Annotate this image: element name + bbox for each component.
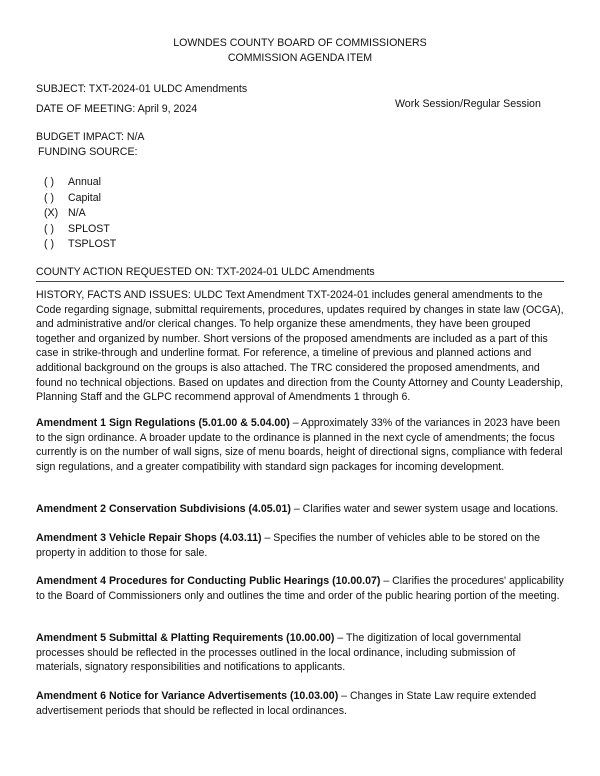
funding-label: Annual bbox=[68, 176, 101, 188]
funding-checkbox: ( ) bbox=[44, 238, 54, 250]
funding-source: FUNDING SOURCE: bbox=[38, 146, 138, 158]
amendment-title: Amendment 4 Procedures for Conducting Public Hearings (10.00.07) bbox=[36, 575, 381, 587]
funding-option bbox=[44, 238, 116, 250]
date-of-meeting: DATE OF MEETING: April 9, 2024 bbox=[36, 103, 198, 115]
amendment-3 bbox=[36, 531, 564, 560]
amendment-text: – Approximately 33% of the variances in 2023 have been to the sign ordinance. A broader update to the ordinance is planned in the next cycle of amendments; the focus currently is on the number of wall signs, size of menu boards, height of directional signs, compliance with federal sign regulations, and a greater compatibility with standard sign packages for incoming development. bbox=[36, 417, 563, 473]
amendment-text: – Clarifies water and sewer system usage and locations. bbox=[290, 503, 559, 515]
funding-checkbox: ( ) bbox=[44, 223, 54, 235]
amendment-title: Amendment 5 Submittal & Platting Requirements (10.00.00) bbox=[36, 632, 335, 644]
amendment-text: – The digitization of local governmental processes should be reflected in the processes outlined in the local ordinance, including submission of materials, signatory responsibilities and notifications to applicants. bbox=[36, 632, 521, 674]
amendment-6 bbox=[36, 689, 564, 718]
header-line-1: LOWNDES COUNTY BOARD OF COMMISSIONERS bbox=[173, 37, 427, 49]
funding-label: N/A bbox=[68, 207, 86, 219]
funding-checkbox: ( ) bbox=[44, 192, 54, 204]
amendment-5 bbox=[36, 631, 564, 675]
amendment-1 bbox=[36, 416, 564, 474]
funding-checkbox: (X) bbox=[44, 207, 59, 219]
funding-option bbox=[44, 176, 101, 188]
funding-label: Capital bbox=[68, 192, 101, 204]
amendment-title: Amendment 3 Vehicle Repair Shops (4.03.11) bbox=[36, 532, 262, 544]
amendment-2 bbox=[36, 502, 564, 517]
funding-label: TSPLOST bbox=[68, 238, 117, 250]
session-type: Work Session/Regular Session bbox=[395, 98, 541, 110]
budget-impact: BUDGET IMPACT: N/A bbox=[36, 131, 145, 143]
funding-checkbox: ( ) bbox=[44, 176, 54, 188]
funding-option bbox=[44, 207, 86, 219]
funding-option bbox=[44, 192, 101, 204]
header-line-2: COMMISSION AGENDA ITEM bbox=[227, 52, 373, 64]
amendment-text: – Clarifies the procedures' applicability to the Board of Commissioners only and outlines the time and order of the public hearing portion of the meeting. bbox=[36, 575, 564, 602]
amendment-4 bbox=[36, 574, 564, 603]
amendment-text: – Changes in State Law require extended advertisement periods that should be reflected in local ordinances. bbox=[36, 690, 537, 717]
section-divider bbox=[36, 281, 564, 282]
subject: SUBJECT: TXT-2024-01 ULDC Amendments bbox=[36, 83, 248, 95]
history-facts-issues: HISTORY, FACTS AND ISSUES: ULDC Text Amendment TXT-2024-01 includes general amendments to the Code regarding signage, submittal requirements, procedures, updates required by changes in state law (OCGA), and administrative and/or clerical changes. To help organize these amendments, they have been grouped together and organized by number. Short versions of the proposed amendments are included as a part of this case in strike-through and underline format. For reference, a timeline of previous and planned actions and additional background on the groups is also attached. The TRC considered the proposed amendments, and found no technical objections. Based on updates and direction from the County Attorney and County Leadership, Planning Staff and the GLPC recommend approval of Amendments 1 through 6. bbox=[36, 289, 564, 404]
county-action: COUNTY ACTION REQUESTED ON: TXT-2024-01 ULDC Amendments bbox=[36, 266, 375, 278]
amendment-title: Amendment 1 Sign Regulations (5.01.00 & 5.04.00) bbox=[36, 417, 290, 429]
amendment-title: Amendment 2 Conservation Subdivisions (4.05.01) bbox=[36, 503, 291, 515]
funding-option bbox=[44, 223, 110, 235]
amendment-text: – Specifies the number of vehicles able to be stored on the property in addition to those for sale. bbox=[36, 532, 541, 559]
funding-label: SPLOST bbox=[68, 223, 110, 235]
amendment-title: Amendment 6 Notice for Variance Advertisements (10.03.00) bbox=[36, 690, 339, 702]
